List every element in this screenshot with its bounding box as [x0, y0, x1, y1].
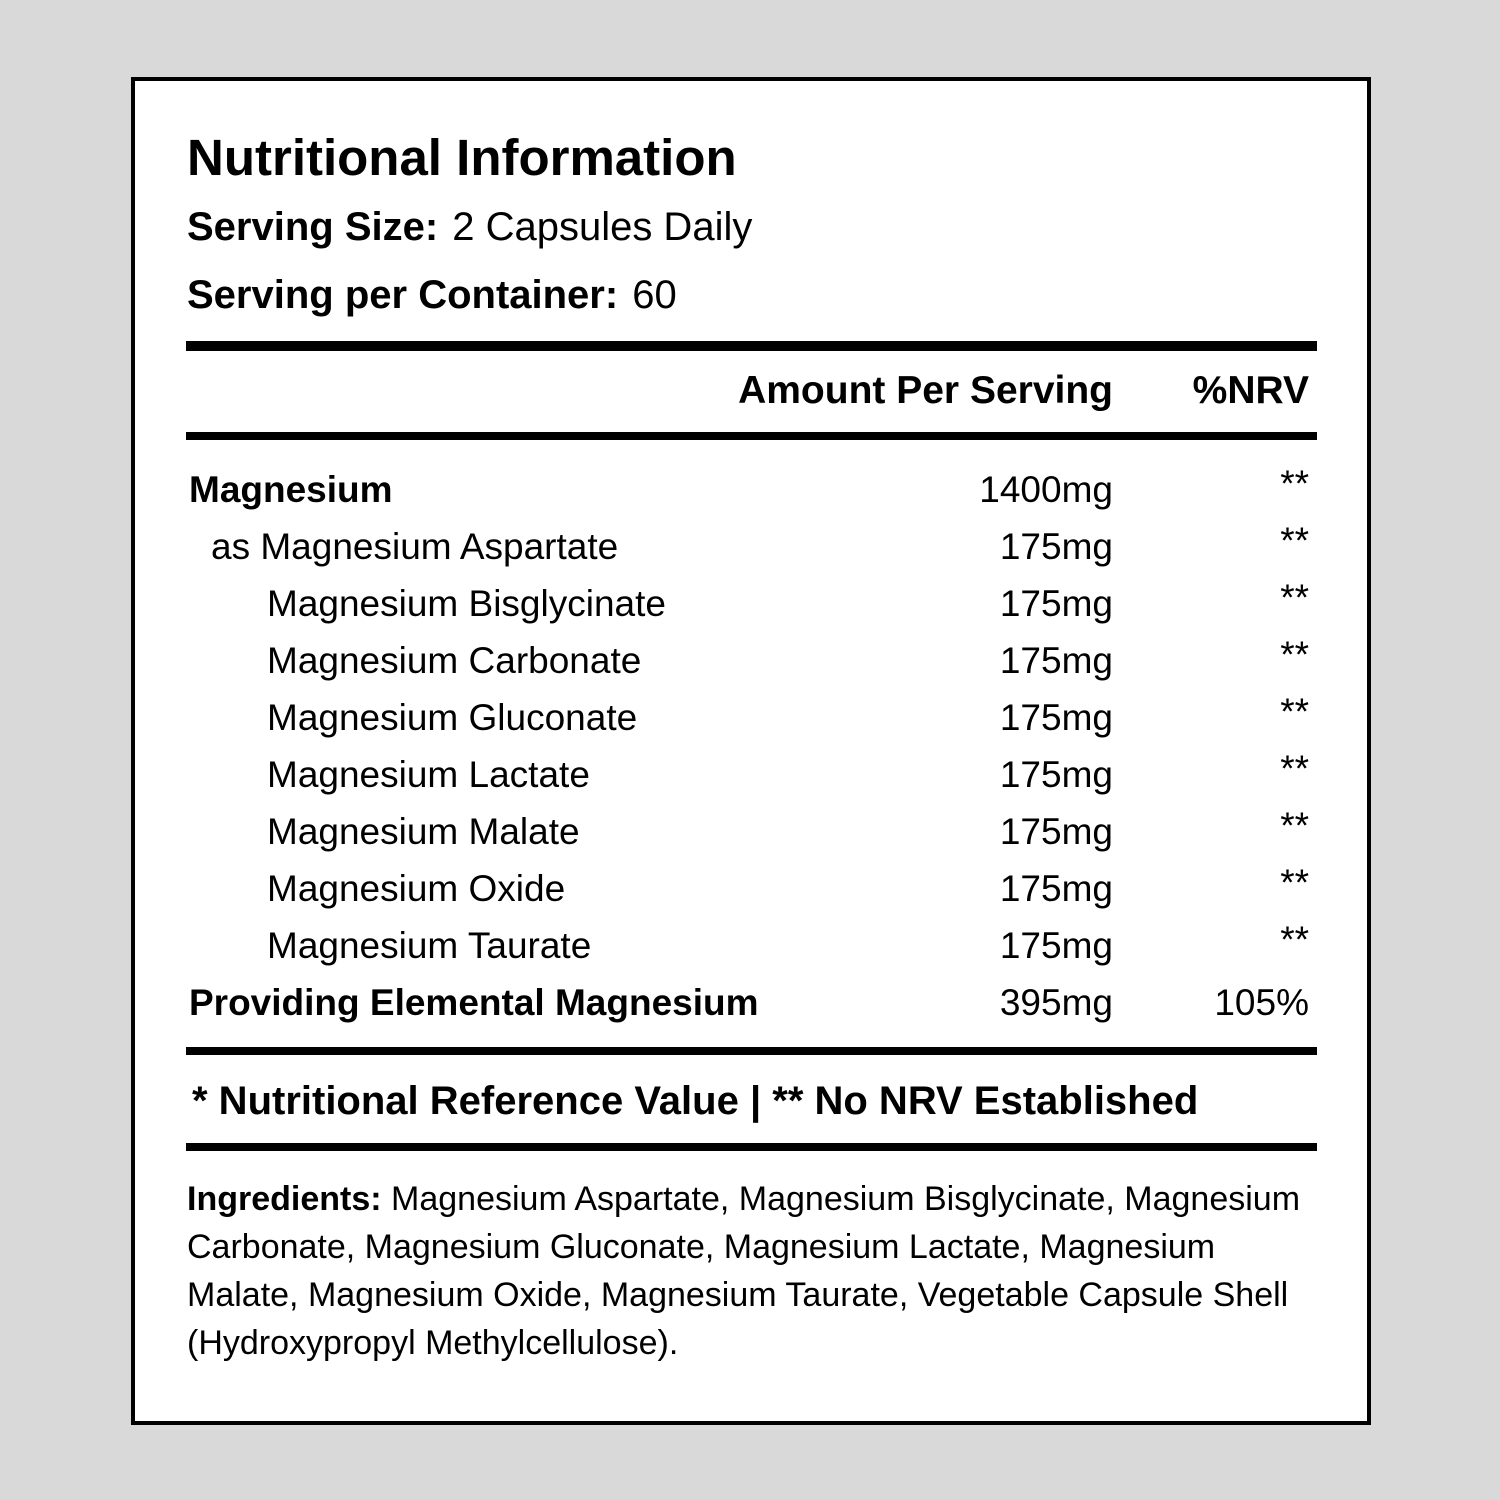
ingredients-text: Magnesium Aspartate, Magnesium Bisglycinate, Magnesium Carbonate, Magnesium Gluconate, Magnesium Lactate, Magnesium Malate, Magnesium Oxide, Magnesium Taurate, Vegetable Capsule Shell (Hydroxypropyl Methylcellulose). — [187, 1180, 1301, 1362]
table-row — [135, 689, 1367, 746]
nutrient-name: Magnesium Malate — [267, 811, 580, 852]
divider-bottom — [186, 1047, 1317, 1055]
divider-footnote — [186, 1143, 1317, 1151]
table-row — [135, 860, 1367, 917]
nutrient-name: Magnesium Carbonate — [267, 640, 642, 681]
table-row — [135, 803, 1367, 860]
serving-size-value: 2 Capsules Daily — [452, 205, 753, 249]
nutrient-nrv: ** — [1280, 520, 1309, 561]
table-row — [135, 632, 1367, 689]
nutrient-amount: 175mg — [999, 868, 1113, 909]
table-row — [135, 974, 1367, 1031]
nutrient-nrv: ** — [1280, 463, 1309, 504]
nutrient-name: Magnesium Oxide — [267, 868, 566, 909]
table-row — [135, 746, 1367, 803]
nrv-footnote: * Nutritional Reference Value | ** No NRV Established — [192, 1079, 1199, 1123]
column-header-nrv: %NRV — [1192, 369, 1309, 412]
table-row — [135, 518, 1367, 575]
divider-header — [186, 432, 1317, 440]
ingredients-list — [187, 1175, 1327, 1367]
nutrient-name: Magnesium Lactate — [267, 754, 590, 795]
nutrient-name: Magnesium Gluconate — [267, 697, 638, 738]
nutrient-amount: 175mg — [999, 925, 1113, 966]
nutrient-amount: 175mg — [999, 583, 1113, 624]
nutrient-amount: 175mg — [999, 640, 1113, 681]
nutrient-nrv: ** — [1280, 577, 1309, 618]
nutrient-nrv: ** — [1280, 862, 1309, 903]
nutrient-nrv: ** — [1280, 691, 1309, 732]
nutrient-name: Magnesium — [189, 469, 393, 510]
nutrient-nrv: 105% — [1214, 982, 1309, 1023]
nutrition-label-panel — [131, 77, 1371, 1425]
nutrient-amount: 395mg — [999, 982, 1113, 1023]
nutrient-name: Magnesium Taurate — [267, 925, 592, 966]
label-title: Nutritional Information — [187, 129, 737, 186]
nutrient-name: Providing Elemental Magnesium — [189, 982, 759, 1023]
nutrient-amount: 175mg — [999, 754, 1113, 795]
nutrient-nrv: ** — [1280, 634, 1309, 675]
serving-size — [187, 199, 752, 255]
table-row — [135, 575, 1367, 632]
nutrient-name: Magnesium Bisglycinate — [267, 583, 666, 624]
nutrient-amount: 175mg — [999, 697, 1113, 738]
serving-size-label: Serving Size: — [187, 205, 439, 249]
servings-per-container-label: Serving per Container: — [187, 273, 619, 317]
nutrient-name: as Magnesium Aspartate — [211, 526, 619, 567]
table-row — [135, 917, 1367, 974]
servings-per-container-value: 60 — [632, 273, 677, 317]
nutrient-nrv: ** — [1280, 748, 1309, 789]
nutrient-nrv: ** — [1280, 805, 1309, 846]
nutrient-nrv: ** — [1280, 919, 1309, 960]
ingredients-label: Ingredients: — [187, 1180, 382, 1218]
nutrient-amount: 175mg — [999, 526, 1113, 567]
nutrient-amount: 175mg — [999, 811, 1113, 852]
nutrient-amount: 1400mg — [979, 469, 1113, 510]
divider-top — [186, 341, 1317, 351]
column-header-amount: Amount Per Serving — [738, 369, 1113, 412]
table-row — [135, 461, 1367, 518]
servings-per-container — [187, 267, 677, 323]
